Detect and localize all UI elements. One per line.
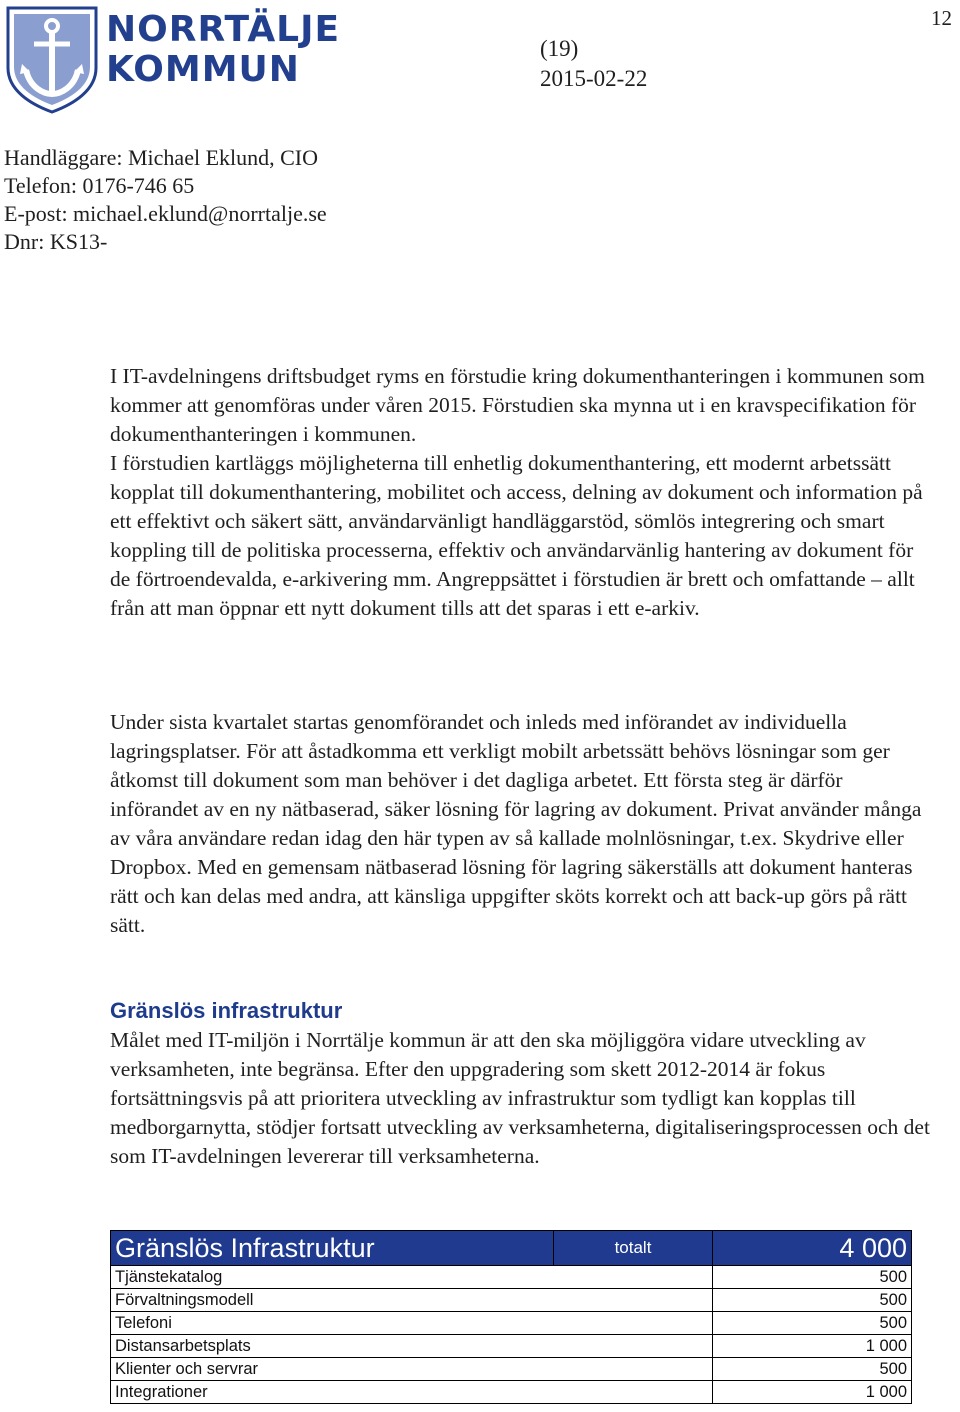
paragraph-implementation — [110, 708, 930, 940]
table-row — [111, 1266, 912, 1289]
table-title: Gränslös Infrastruktur — [111, 1231, 554, 1266]
page-number: 12 — [931, 6, 952, 30]
row-value: 500 — [713, 1266, 912, 1289]
norrtalje-kommun-logo — [2, 4, 341, 116]
table-row — [111, 1381, 912, 1404]
budget-table — [110, 1230, 912, 1404]
row-value: 500 — [713, 1358, 912, 1381]
document-date: 2015-02-22 — [540, 66, 648, 91]
logo-line-1: NORRTÄLJE — [106, 9, 341, 50]
row-value: 1 000 — [713, 1335, 912, 1358]
handler-email: E-post: michael.eklund@norrtalje.se — [4, 201, 327, 226]
row-label: Förvaltningsmodell — [111, 1289, 713, 1312]
row-value: 500 — [713, 1289, 912, 1312]
row-label: Distansarbetsplats — [111, 1335, 713, 1358]
table-row — [111, 1312, 912, 1335]
paragraph-infrastructure — [110, 1026, 930, 1171]
row-label: Tjänstekatalog — [111, 1266, 713, 1289]
table-total-label: totalt — [554, 1231, 713, 1266]
paragraph-1b: I förstudien kartläggs möjligheterna till enhetlig dokumenthantering, ett modernt arbetssätt kopplat till dokumenthantering, mobilitet och access, delning av dokument och information på ett effektivt och säkert sätt, användarvänligt handläggarstöd, sömlös integrering och smart koppling till de politiska processerna, effektiv och användarvänlig hantering av dokument för de förtroendevalda, e-arkivering mm. Angreppsättet i förstudien är brett och omfattande – allt från att man öppnar ett nytt dokument tills att det sparas i ett e-arkiv. — [110, 451, 923, 620]
table-row — [111, 1335, 912, 1358]
document-meta — [540, 34, 647, 94]
row-value: 1 000 — [713, 1381, 912, 1404]
handler-dnr: Dnr: KS13- — [4, 229, 108, 254]
paragraph-3: Målet med IT-miljön i Norrtälje kommun är att den ska möjliggöra vidare utveckling av verksamheten, inte begränsa. Efter den uppgradering som skett 2012-2014 är fokus fortsättningsvis på att prioritera utveckling av infrastruktur som tydligt kan kopplas till medborgarnytta, stödjer fortsatt utveckling av verksamheterna, digitaliseringsprocessen och det som IT-avdelningen levererar till verksamheterna. — [110, 1028, 930, 1168]
sheet-count: (19) — [540, 36, 579, 61]
table-row — [111, 1358, 912, 1381]
handler-phone: Telefon: 0176-746 65 — [4, 173, 195, 198]
paragraph-feasibility-study — [110, 362, 930, 623]
table-total-value: 4 000 — [713, 1231, 912, 1266]
table-row — [111, 1289, 912, 1312]
coat-of-arms-anchor-icon — [2, 4, 102, 114]
paragraph-2: Under sista kvartalet startas genomförandet och inleds med införandet av individuella lagringsplatser. För att åstadkomma ett verkligt mobilt arbetssätt behövs lösningar som ger åtkomst till dokument som man behöver i det dagliga arbetet. Ett första steg är därför införandet av en ny nätbaserad, säker lösning för lagring av dokument. Privat använder många av våra användare redan idag den här typen av så kallade molnlösningar, t.ex. Skydrive eller Dropbox. Med en gemensam nätbaserad lösning för lagring säkerställs att dokument hanteras rätt och kan delas med andra, att känsliga uppgifter sköts korrekt och att back-up görs på rätt sätt. — [110, 710, 922, 937]
logo-line-2: KOMMUN — [106, 49, 300, 90]
handler-name: Handläggare: Michael Eklund, CIO — [4, 145, 319, 170]
row-label: Klienter och servrar — [111, 1358, 713, 1381]
table-header-row — [111, 1231, 912, 1266]
handler-block — [4, 144, 327, 256]
row-label: Telefoni — [111, 1312, 713, 1335]
row-value: 500 — [713, 1312, 912, 1335]
paragraph-1a: I IT-avdelningens driftsbudget ryms en förstudie kring dokumenthanteringen i kommunen som kommer att genomföras under våren 2015. Förstudien ska mynna ut i en kravspecifikation för dokumenthanteringen i kommunen. — [110, 364, 925, 446]
section-heading: Gränslös infrastruktur — [110, 998, 343, 1023]
row-label: Integrationer — [111, 1381, 713, 1404]
